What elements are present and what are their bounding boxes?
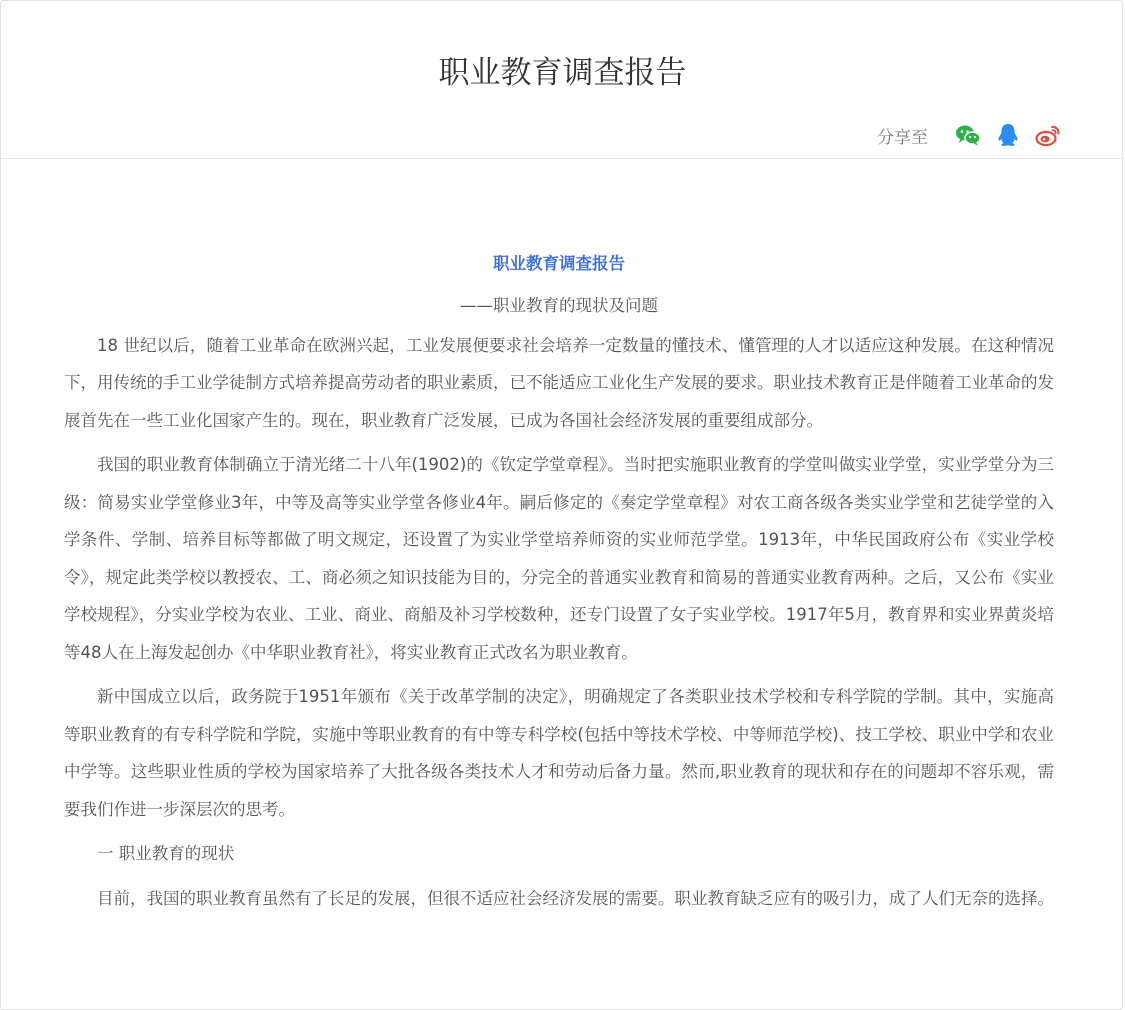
page-header	[1, 1, 1124, 159]
article-paragraph: 目前，我国的职业教育虽然有了长足的发展，但很不适应社会经济发展的需要。职业教育缺乏应有的吸引力，成了人们无奈的选择。	[97, 888, 1054, 908]
page-title: 职业教育调查报告	[438, 55, 687, 91]
share-bar	[877, 119, 1062, 151]
share-label: 分享至	[877, 127, 928, 148]
weibo-icon[interactable]	[1034, 121, 1062, 149]
section-heading: 一 职业教育的现状	[97, 844, 235, 863]
article-body	[64, 245, 1054, 917]
article-title: 职业教育调查报告	[493, 254, 625, 273]
wechat-icon[interactable]	[954, 121, 982, 149]
article-subtitle: ——职业教育的现状及问题	[460, 295, 658, 315]
article-paragraph: 18 世纪以后，随着工业革命在欧洲兴起，工业发展便要求社会培养一定数量的懂技术、懂管理的人才以适应这种发展。在这种情况下，用传统的手工业学徒制方式培养提高劳动者的职业素质，已不能适应工业化生产发展的要求。职业技术教育正是伴随着工业革命的发展首先在一些工业化国家产生的。现在，职业教育广泛发展，已成为各国社会经济发展的重要组成部分。	[64, 335, 1054, 430]
qq-icon[interactable]	[994, 121, 1022, 149]
article-paragraph: 我国的职业教育体制确立于清光绪二十八年(1902)的《钦定学堂章程》。当时把实施职业教育的学堂叫做实业学堂，实业学堂分为三级：简易实业学堂修业3年，中等及高等实业学堂各修业4年。嗣后修定的《奏定学堂章程》对农工商各级各类实业学堂和艺徒学堂的入学条件、学制、培养目标等都做了明文规定，还设置了为实业学堂培养师资的实业师范学堂。1913年，中华民国政府公布《实业学校令》，规定此类学校以教授农、工、商必须之知识技能为目的，分完全的普通实业教育和简易的普通实业教育两种。之后，又公布《实业学校规程》，分实业学校为农业、工业、商业、商船及补习学校数种，还专门设置了女子实业学校。1917年5月，教育界和实业界黄炎培等48人在上海发起创办《中华职业教育社》，将实业教育正式改名为职业教育。	[64, 455, 1054, 662]
article-paragraph: 新中国成立以后，政务院于1951年颁布《关于改革学制的决定》，明确规定了各类职业技术学校和专科学院的学制。其中，实施高等职业教育的有专科学院和学院，实施中等职业教育的有中等专科学校(包括中等技术学校、中等师范学校)、技工学校、职业中学和农业中学等。这些职业性质的学校为国家培养了大批各级各类技术人才和劳动后备力量。然而,职业教育的现状和存在的问题却不容乐观，需要我们作进一步深层次的思考。	[64, 687, 1054, 819]
